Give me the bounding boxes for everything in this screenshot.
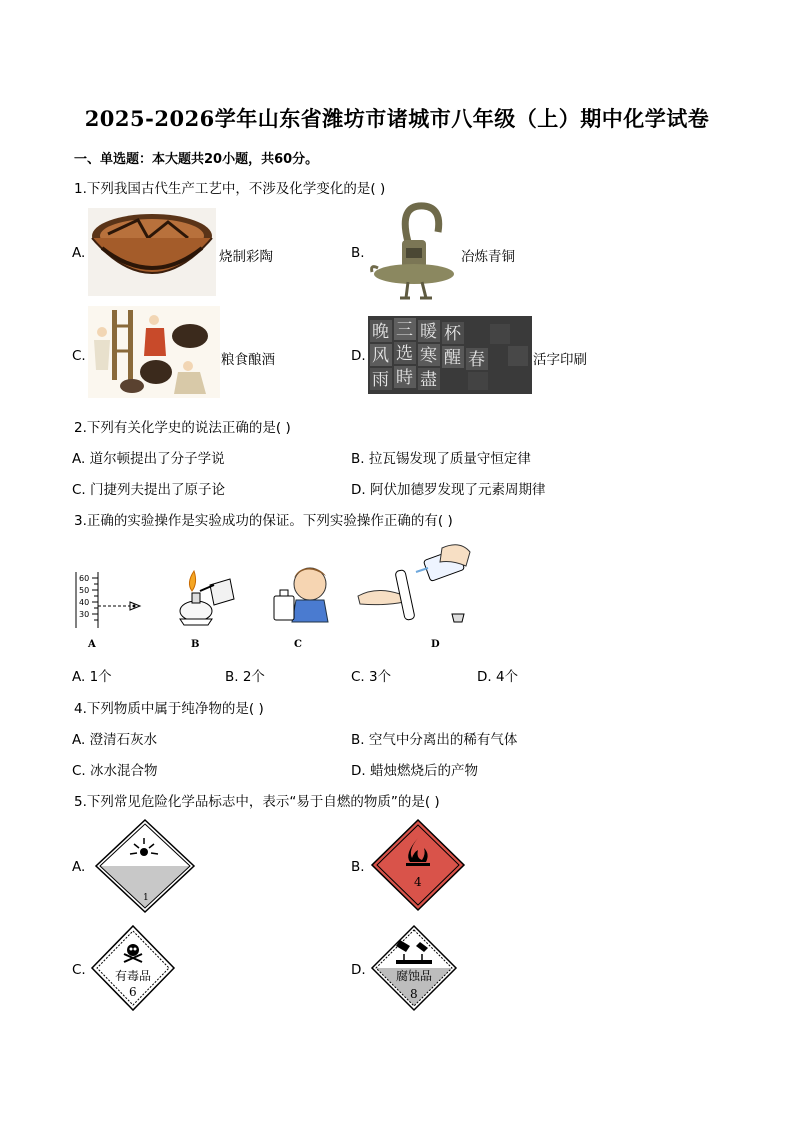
q1-option-a-text[interactable]: 烧制彩陶	[219, 249, 273, 265]
bronze-lamp-image	[368, 202, 460, 302]
scale-tick: 40	[79, 598, 90, 607]
q2-option-c[interactable]: C. 门捷列夫提出了原子论	[72, 482, 226, 498]
type-char: 杯	[444, 324, 461, 344]
q3-figure-a-graduated-cylinder	[72, 568, 148, 630]
type-char: 春	[468, 350, 485, 370]
movable-type-printing-image	[368, 316, 532, 394]
q3-figure-b-alcohol-lamp	[170, 565, 238, 629]
q1-option-d-letter[interactable]: D.	[351, 348, 366, 364]
type-char: 盡	[420, 370, 437, 390]
explosive-hazard-sign-icon	[94, 818, 196, 914]
q1-option-d-text[interactable]: 活字印刷	[533, 352, 587, 368]
type-char: 暖	[420, 322, 437, 342]
q2-option-a[interactable]: A. 道尔顿提出了分子学说	[72, 451, 225, 467]
sign-number: 8	[410, 987, 418, 1001]
type-char: 寒	[420, 346, 437, 366]
q3-option-c[interactable]: C. 3个	[351, 669, 392, 685]
sign-text: 有毒品	[114, 969, 152, 983]
q3-figure-c-label: C	[294, 639, 302, 650]
q4-option-c[interactable]: C. 冰水混合物	[72, 763, 158, 779]
toxic-substance-sign-icon	[90, 924, 176, 1012]
scale-tick: 30	[79, 610, 90, 619]
q3-figure-b-label: B	[191, 639, 200, 650]
q5-option-a-letter[interactable]: A.	[72, 859, 86, 875]
q5-option-c-letter[interactable]: C.	[72, 962, 86, 978]
q1-option-b-text[interactable]: 冶炼青铜	[461, 249, 515, 265]
section-heading: 一、单选题：本大题共20小题，共60分。	[74, 152, 319, 167]
painted-pottery-bowl-image	[88, 208, 216, 296]
scale-tick: 50	[79, 586, 90, 595]
sign-number: 1	[143, 893, 149, 903]
type-char: 雨	[372, 370, 389, 390]
sign-text: 腐蚀品	[395, 969, 433, 983]
q3-figure-c-smelling-gas	[270, 562, 330, 624]
type-char: 晚	[372, 322, 389, 342]
question-5-stem: 5.下列常见危险化学品标志中，表示“易于自燃的物质”的是( )	[74, 794, 440, 810]
q3-figure-d-label: D	[431, 639, 440, 650]
q4-option-d[interactable]: D. 蜡烛燃烧后的产物	[351, 763, 478, 779]
scale-tick: 60	[79, 574, 90, 583]
page-title: 2025-2026学年山东省潍坊市诸城市八年级（上）期中化学试卷	[84, 106, 710, 131]
type-char: 风	[372, 346, 389, 366]
flammable-solid-sign-icon	[370, 818, 466, 912]
q3-figure-d-pouring-liquid	[356, 542, 474, 626]
sign-number: 4	[414, 875, 422, 889]
q5-option-d-letter[interactable]: D.	[351, 962, 366, 978]
corrosive-substance-sign-icon	[370, 924, 458, 1012]
question-4-stem: 4.下列物质中属于纯净物的是( )	[74, 701, 264, 717]
question-3-stem: 3.正确的实验操作是实验成功的保证。下列实验操作正确的有( )	[74, 513, 453, 529]
q3-figure-a-label: A	[88, 639, 96, 650]
q3-option-a[interactable]: A. 1个	[72, 669, 112, 685]
type-char: 三	[396, 320, 413, 340]
q2-option-b[interactable]: B. 拉瓦锡发现了质量守恒定律	[351, 451, 531, 467]
q4-option-a[interactable]: A. 澄清石灰水	[72, 732, 158, 748]
wine-brewing-image	[88, 306, 220, 398]
question-1-stem: 1.下列我国古代生产工艺中，不涉及化学变化的是( )	[74, 181, 386, 197]
type-char: 時	[396, 368, 413, 388]
q3-option-d[interactable]: D. 4个	[477, 669, 519, 685]
type-char: 醒	[444, 348, 461, 368]
sign-gray-band	[94, 866, 196, 914]
q1-option-c-text[interactable]: 粮食酿酒	[221, 352, 275, 368]
q1-option-a-letter[interactable]: A.	[72, 245, 86, 261]
q1-option-c-letter[interactable]: C.	[72, 348, 86, 364]
q3-option-b[interactable]: B. 2个	[225, 669, 265, 685]
sign-number: 6	[129, 985, 137, 999]
q1-option-b-letter[interactable]: B.	[351, 245, 365, 261]
q2-option-d[interactable]: D. 阿伏加德罗发现了元素周期律	[351, 482, 546, 498]
q4-option-b[interactable]: B. 空气中分离出的稀有气体	[351, 732, 518, 748]
q5-option-b-letter[interactable]: B.	[351, 859, 365, 875]
question-2-stem: 2.下列有关化学史的说法正确的是( )	[74, 420, 291, 436]
type-char: 选	[396, 344, 413, 364]
